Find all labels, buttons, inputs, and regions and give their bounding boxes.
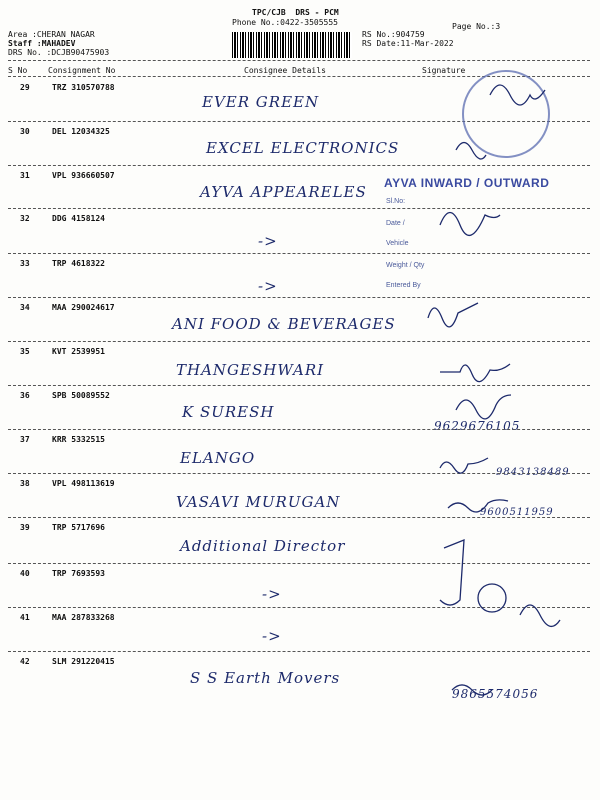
row-sno: 41 <box>20 613 30 622</box>
row-sno: 29 <box>20 83 30 92</box>
drs-title: TPC/CJB DRS - PCM <box>252 8 339 17</box>
row-consignment: SLM 291220415 <box>52 657 115 666</box>
row-sno: 40 <box>20 569 30 578</box>
row-consignment: TRP 7693593 <box>52 569 105 578</box>
phone-number: Phone No.:0422-3505555 <box>232 18 338 27</box>
row-sno: 32 <box>20 214 30 223</box>
handwritten-phone: 9865574056 <box>452 687 539 701</box>
row-consignment: TRZ 310570788 <box>52 83 115 92</box>
row-consignee: VASAVI MURUGAN <box>176 493 341 511</box>
row-consignment: KRR 5332515 <box>52 435 105 444</box>
row-consignee: S S Earth Movers <box>190 669 341 687</box>
col-consignee: Consignee Details <box>244 66 326 75</box>
stamp-weight: Weight / Qty <box>386 262 425 269</box>
row-sno: 37 <box>20 435 30 444</box>
signature-30 <box>456 143 486 160</box>
row-consignment: SPB 50089552 <box>52 391 110 400</box>
rs-number: RS No.:904759 <box>362 30 425 39</box>
signature-42 <box>452 685 492 695</box>
signature-36 <box>456 395 511 419</box>
row-consignee: THANGESHWARI <box>176 361 325 379</box>
signature-39 <box>440 540 464 605</box>
row-consignee: -> <box>262 585 282 603</box>
ayva-inward-stamp: AYVA INWARD / OUTWARD <box>384 176 550 190</box>
signature-29 <box>490 85 545 105</box>
row-consignee: Additional Director <box>180 537 346 555</box>
row-consignment: MAA 287833268 <box>52 613 115 622</box>
row-sno: 30 <box>20 127 30 136</box>
drs-number: DRS No. :DCJB90475903 <box>8 48 110 57</box>
row-sno: 35 <box>20 347 30 356</box>
signature-37 <box>440 458 488 473</box>
stamp-vehicle: Vehicle <box>386 240 409 247</box>
row-consignment: KVT 2539951 <box>52 347 105 356</box>
row-consignment: DDG 4158124 <box>52 214 105 223</box>
stamp-entered-by: Entered By <box>386 282 421 289</box>
col-signature: Signature <box>422 66 466 75</box>
row-sno: 38 <box>20 479 30 488</box>
row-consignee: K SURESH <box>182 403 275 421</box>
handwritten-phone: 9600511959 <box>480 507 554 518</box>
row-consignment: MAA 290024617 <box>52 303 115 312</box>
col-sno: S No <box>8 66 28 75</box>
page-number: Page No.:3 <box>452 22 501 31</box>
row-consignment: DEL 12034325 <box>52 127 110 136</box>
col-consignment: Consignment No <box>48 66 116 75</box>
handwritten-phone: 9843138489 <box>496 467 570 478</box>
row-consignment: VPL 936660507 <box>52 171 115 180</box>
stamp-slno: Sl.No: <box>386 198 406 205</box>
row-sno: 33 <box>20 259 30 268</box>
row-consignee: -> <box>258 232 278 250</box>
signature-34 <box>428 303 478 327</box>
row-consignee: -> <box>262 627 282 645</box>
rs-date: RS Date:11-Mar-2022 <box>362 39 454 48</box>
row-consignment: TRP 5717696 <box>52 523 105 532</box>
row-sno: 39 <box>20 523 30 532</box>
stamp-date: Date / <box>386 220 405 227</box>
row-sno: 36 <box>20 391 30 400</box>
area-label: Area :CHERAN NAGAR <box>8 30 95 39</box>
row-consignee: ELANGO <box>180 449 256 467</box>
signature-41 <box>520 605 560 626</box>
signature-32 <box>440 213 500 236</box>
row-consignment: VPL 498113619 <box>52 479 115 488</box>
row-consignment: TRP 4618322 <box>52 259 105 268</box>
row-consignee: AYVA APPEARELES <box>200 183 367 201</box>
row-sno: 31 <box>20 171 30 180</box>
handwritten-phone: 9629676105 <box>434 419 521 433</box>
row-consignee: EXCEL ELECTRONICS <box>206 139 400 157</box>
row-sno: 42 <box>20 657 30 666</box>
row-sno: 34 <box>20 303 30 312</box>
signature-38 <box>448 500 508 512</box>
row-consignee: -> <box>258 277 278 295</box>
row-consignee: ANI FOOD & BEVERAGES <box>172 315 396 333</box>
staff-label: Staff :MAHADEV <box>8 39 76 48</box>
signature-35 <box>440 364 510 382</box>
row-consignee: EVER GREEN <box>202 93 320 111</box>
